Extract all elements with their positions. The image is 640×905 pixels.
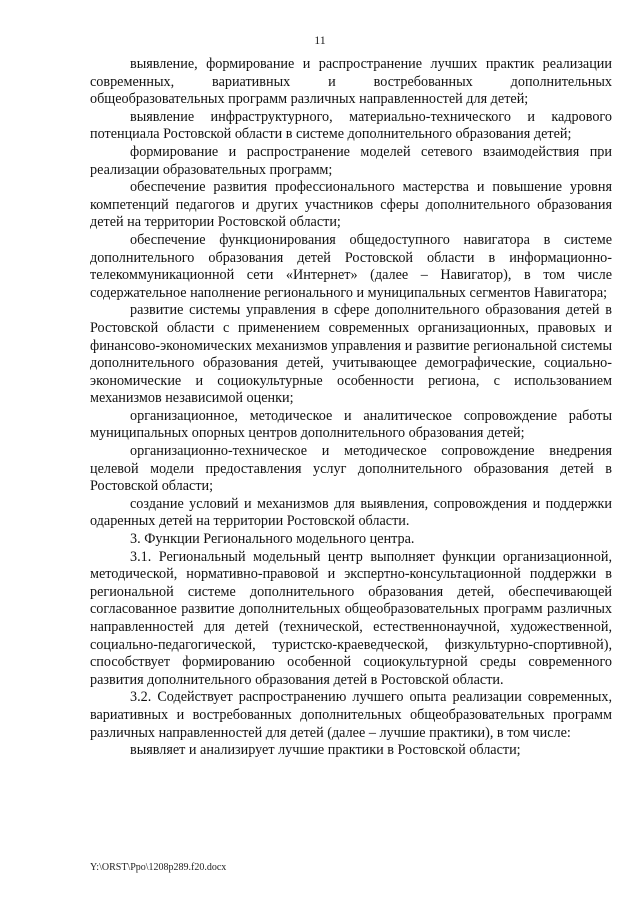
paragraph-2: выявление инфраструктурного, материально-технического и кадрового потенциала Ростовской области в системе дополнительного образования детей; (90, 108, 612, 143)
paragraph-last: выявляет и анализирует лучшие практики в Ростовской области; (130, 742, 521, 759)
paragraph-4: обеспечение развития профессионального мастерства и повышение уровня компетенций педагогов и других участников сферы дополнительного образования детей на территории Ростовской области; (90, 179, 612, 231)
footer-file-path: Y:\ORST\Ppo\1208p289.f20.docx (90, 862, 227, 873)
paragraph-7: организационное, методическое и аналитическое сопровождение работы муниципальных опорных центров дополнительного образования детей; (90, 407, 612, 442)
paragraph-8: организационно-техническое и методическое сопровождение внедрения целевой модели предоставления услуг дополнительного образования детей в Ростовской области; (90, 443, 612, 495)
paragraph-9: создание условий и механизмов для выявления, сопровождения и поддержки одаренных детей на территории Ростовской области. (90, 495, 612, 530)
paragraph-3-2: 3.2. Содействует распространению лучшего опыта реализации современных, вариативных и востребованных дополнительных общеобразовательных программ различных направленностей для детей (далее – лучшие практики), в том числе: (90, 689, 612, 741)
paragraph-5: обеспечение функционирования общедоступного навигатора в системе дополнительного образования детей Ростовской области в информационно-телекоммуникационной сети «Интернет» (далее – Навигатор), в том числе содержательное наполнение регионального и муниципальных сегментов Навигатора; (90, 231, 612, 301)
paragraph-6: развитие системы управления в сфере дополнительного образования детей в Ростовской области с применением современных организационных, правовых и финансово-экономических механизмов управления и развитие региональной системы дополнительного образования детей, учитывающее демографические, социально-экономические и социокультурные особенности региона, с использованием механизмов независимой оценки; (90, 302, 612, 407)
document-body (90, 56, 612, 760)
section-heading: 3. Функции Регионального модельного центра. (130, 531, 415, 548)
paragraph-3-1: 3.1. Региональный модельный центр выполняет функции организационной, методической, нормативно-правовой и экспертно-консультационной поддержки в региональной системе дополнительного образования детей, обеспечивающей согласованное развитие дополнительных общеобразовательных программ различных направленностей для детей (технической, естественнонаучной, художественной, социально-педагогической, туристско-краеведческой, физкультурно-спортивной), способствует формированию особенной социокультурной среды современного развития дополнительного образования детей в Ростовской области. (90, 548, 612, 688)
page-number: 11 (314, 33, 326, 47)
paragraph-3: формирование и распространение моделей сетевого взаимодействия при реализации образовательных программ; (90, 143, 612, 178)
paragraph-1: выявление, формирование и распространение лучших практик реализации современных, вариативных и востребованных дополнительных общеобразовательных программ различных направленностей для детей; (90, 56, 612, 108)
